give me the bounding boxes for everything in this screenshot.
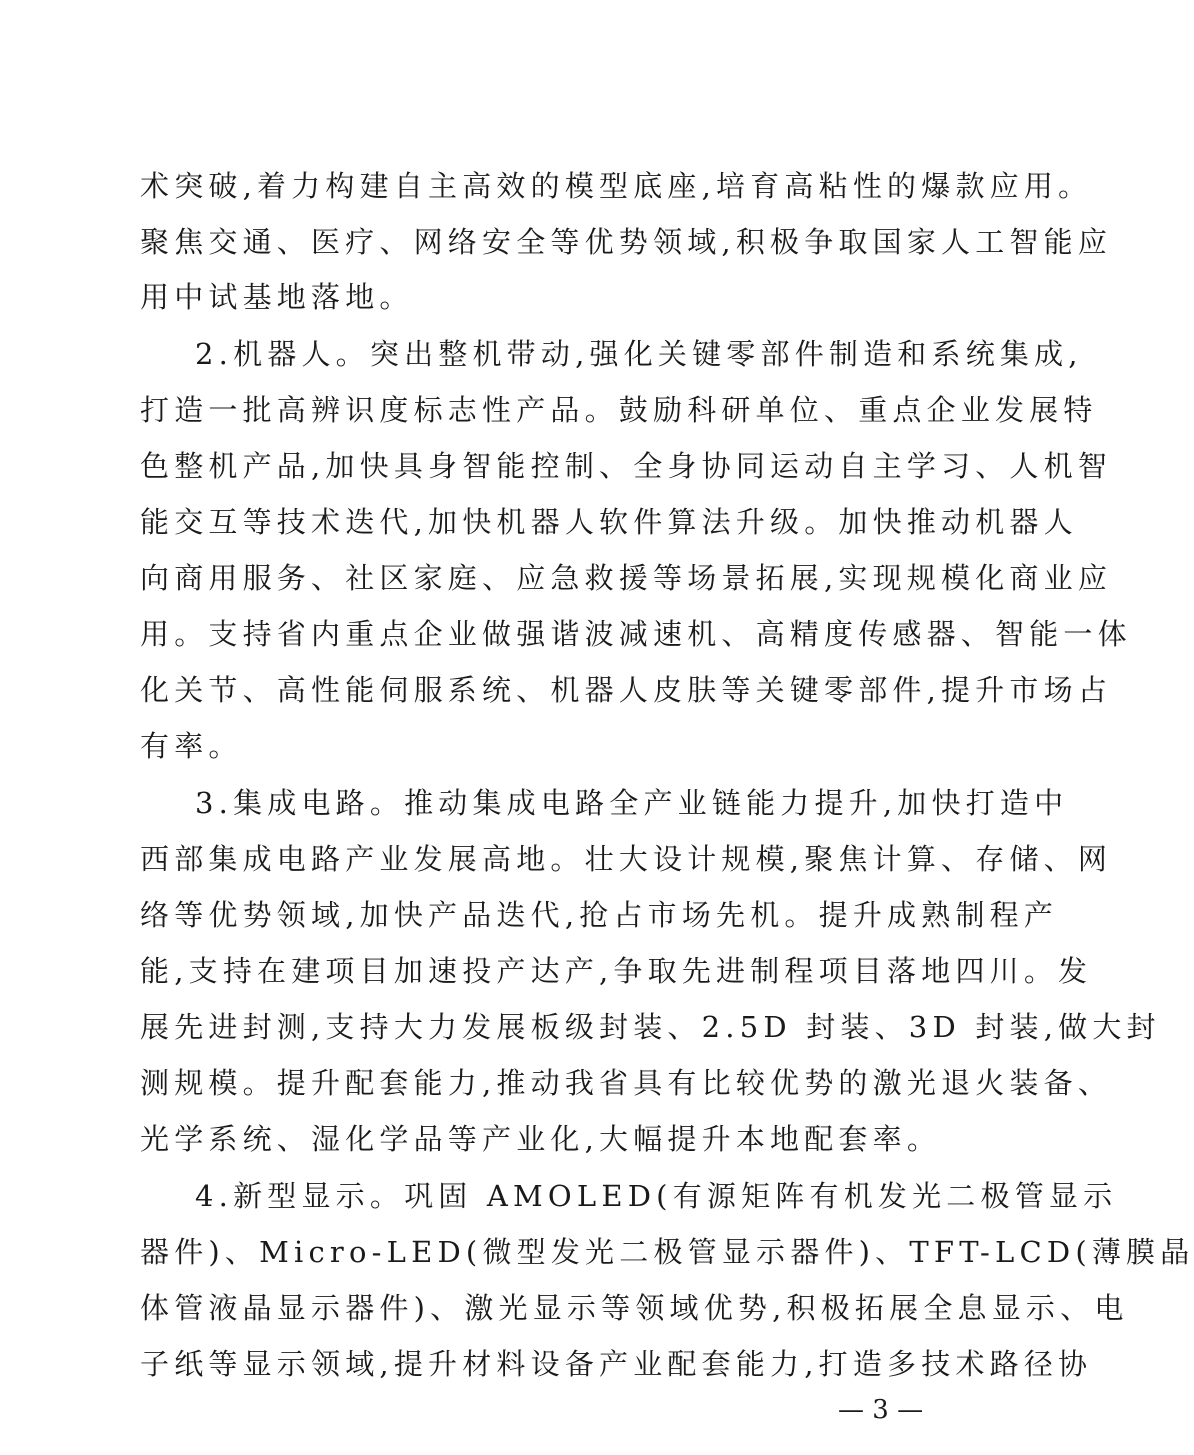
page-number: — 3 — <box>838 1395 924 1425</box>
text-line: 光学系统、湿化学品等产业化,大幅提升本地配套率。 <box>140 1122 942 1156</box>
text-line: 络等优势领域,加快产品迭代,抢占市场先机。提升成熟制程产 <box>140 898 1059 932</box>
text-line: 打造一批高辨识度标志性产品。鼓励科研单位、重点企业发展特 <box>140 393 1098 427</box>
text-line: 子纸等显示领域,提升材料设备产业配套能力,打造多技术路径协 <box>140 1347 1093 1381</box>
text-line: 展先进封测,支持大力发展板级封装、2.5D 封装、3D 封装,做大封 <box>140 1010 1161 1044</box>
text-line: 色整机产品,加快具身智能控制、全身协同运动自主学习、人机智 <box>140 449 1113 483</box>
text-line: 能交互等技术迭代,加快机器人软件算法升级。加快推动机器人 <box>140 505 1078 539</box>
text-line: 聚焦交通、医疗、网络安全等优势领域,积极争取国家人工智能应 <box>140 225 1113 259</box>
text-line: 测规模。提升配套能力,推动我省具有比较优势的激光退火装备、 <box>140 1066 1113 1100</box>
text-line: 能,支持在建项目加速投产达产,争取先进制程项目落地四川。发 <box>140 954 1093 988</box>
text-line: 4.新型显示。巩固 AMOLED(有源矩阵有机发光二极管显示 <box>195 1179 1118 1213</box>
text-line: 体管液晶显示器件)、激光显示等领域优势,积极拓展全息显示、电 <box>140 1291 1129 1325</box>
text-line: 术突破,着力构建自主高效的模型底座,培育高粘性的爆款应用。 <box>140 169 1093 203</box>
text-line: 西部集成电路产业发展高地。壮大设计规模,聚焦计算、存储、网 <box>140 842 1113 876</box>
text-line: 3.集成电路。推动集成电路全产业链能力提升,加快打造中 <box>195 786 1069 820</box>
text-line: 2.机器人。突出整机带动,强化关键零部件制造和系统集成, <box>195 337 1083 371</box>
text-line: 化关节、高性能伺服系统、机器人皮肤等关键零部件,提升市场占 <box>140 673 1113 707</box>
text-line: 器件)、Micro-LED(微型发光二极管显示器件)、TFT-LCD(薄膜晶 <box>140 1235 1194 1269</box>
text-line: 用。支持省内重点企业做强谐波减速机、高精度传感器、智能一体 <box>140 617 1132 651</box>
text-line: 向商用服务、社区家庭、应急救援等场景拓展,实现规模化商业应 <box>140 561 1113 595</box>
text-line: 有率。 <box>140 729 243 763</box>
text-line: 用中试基地落地。 <box>140 280 414 314</box>
